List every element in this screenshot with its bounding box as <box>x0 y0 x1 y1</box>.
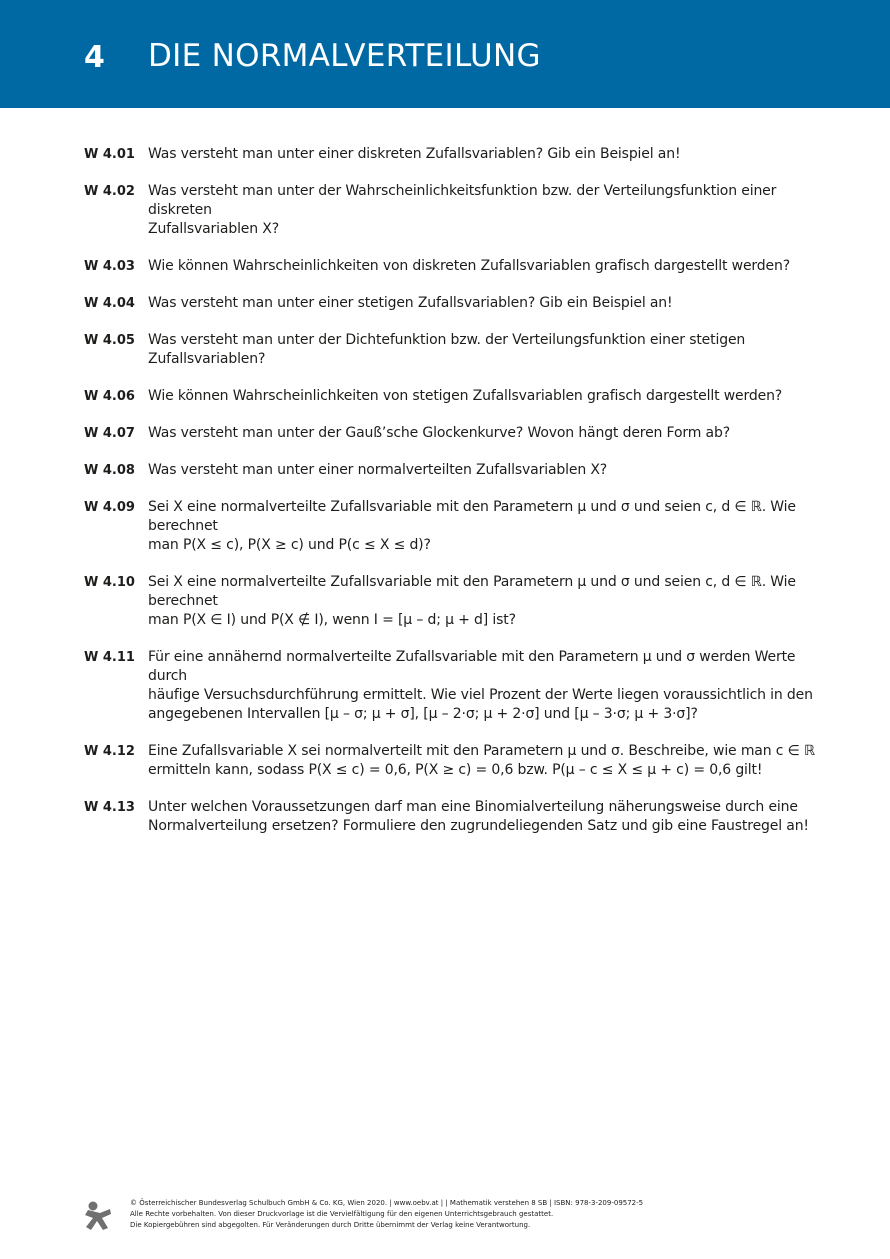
question-item <box>84 145 824 164</box>
question-item <box>84 648 824 724</box>
footer-line-3: Die Kopiergebühren sind abgegolten. Für Veränderungen durch Dritte übernimmt der Verlag keine Verantwortung. <box>130 1221 531 1229</box>
publisher-logo-icon <box>84 1201 112 1231</box>
question-number: W 4.02 <box>84 184 135 199</box>
question-number: W 4.06 <box>84 389 135 404</box>
question-text: Was versteht man unter der Gauß’sche Glockenkurve? Wovon hängt deren Form ab? <box>148 425 730 441</box>
question-text: Was versteht man unter der Wahrscheinlichkeitsfunktion bzw. der Verteilungsfunktion einer diskreten Zufallsvariablen X? <box>148 183 777 237</box>
copyright-notice <box>130 1198 810 1231</box>
question-item <box>84 257 824 276</box>
chapter-title: DIE NORMALVERTEILUNG <box>148 38 541 74</box>
question-item <box>84 387 824 406</box>
question-number: W 4.01 <box>84 147 135 162</box>
question-text: Für eine annähernd normalverteilte Zufallsvariable mit den Parametern μ und σ werden Werte durch häufige Versuchsdurchführung ermittelt. Wie viel Prozent der Werte liegen voraussichtlich in den angegebenen Intervallen [μ – σ; μ + σ], [μ – 2·σ; μ + 2·σ] und [μ – 3·σ; μ + 3·σ]? <box>148 649 813 722</box>
chapter-header <box>0 0 890 108</box>
question-text: Sei X eine normalverteilte Zufallsvariable mit den Parametern μ und σ und seien c, d ∈ ℝ. Wie berechnet man P(X ∈ I) und P(X ∉ I), wenn I = [μ – d; μ + d] ist? <box>148 574 796 628</box>
question-number: W 4.11 <box>84 650 135 665</box>
question-number: W 4.05 <box>84 333 135 348</box>
footer-line-1: © Österreichischer Bundesverlag Schulbuch GmbH & Co. KG, Wien 2020. | www.oebv.at | | Mathematik verstehen 8 SB | ISBN: 978-3-209-09572-5 <box>130 1199 644 1207</box>
question-item <box>84 331 824 369</box>
question-item <box>84 461 824 480</box>
question-item <box>84 742 824 780</box>
question-text: Was versteht man unter einer normalverteilten Zufallsvariablen X? <box>148 462 608 478</box>
question-item <box>84 182 824 239</box>
question-number: W 4.12 <box>84 744 135 759</box>
question-number: W 4.09 <box>84 500 135 515</box>
question-text: Unter welchen Voraussetzungen darf man eine Binomialverteilung näherungsweise durch eine Normalverteilung ersetzen? Formuliere den zugrundeliegenden Satz und gib eine Faustregel an! <box>148 799 809 834</box>
question-text: Was versteht man unter der Dichtefunktion bzw. der Verteilungsfunktion einer stetigen Zufallsvariablen? <box>148 332 746 367</box>
question-text: Eine Zufallsvariable X sei normalverteilt mit den Parametern μ und σ. Beschreibe, wie man c ∈ ℝ ermitteln kann, sodass P(X ≤ c) = 0,6, P(X ≥ c) = 0,6 bzw. P(μ – c ≤ X ≤ μ + c) = 0,6 gilt! <box>148 743 815 778</box>
question-text: Wie können Wahrscheinlichkeiten von diskreten Zufallsvariablen grafisch dargestellt werden? <box>148 258 790 274</box>
question-text: Was versteht man unter einer diskreten Zufallsvariablen? Gib ein Beispiel an! <box>148 146 681 162</box>
question-number: W 4.03 <box>84 259 135 274</box>
question-item <box>84 294 824 313</box>
footer-line-2: Alle Rechte vorbehalten. Von dieser Druckvorlage ist die Vervielfältigung für den eigenen Unterrichtsgebrauch gestattet. <box>130 1210 554 1218</box>
chapter-number: 4 <box>84 40 105 75</box>
question-text: Was versteht man unter einer stetigen Zufallsvariablen? Gib ein Beispiel an! <box>148 295 673 311</box>
question-item <box>84 573 824 630</box>
question-item <box>84 424 824 443</box>
question-number: W 4.08 <box>84 463 135 478</box>
question-text: Wie können Wahrscheinlichkeiten von stetigen Zufallsvariablen grafisch dargestellt werden? <box>148 388 783 404</box>
question-number: W 4.13 <box>84 800 135 815</box>
page-footer <box>84 1198 804 1238</box>
question-item <box>84 498 824 555</box>
question-item <box>84 798 824 836</box>
question-text: Sei X eine normalverteilte Zufallsvariable mit den Parametern μ und σ und seien c, d ∈ ℝ. Wie berechnet man P(X ≤ c), P(X ≥ c) und P(c ≤ X ≤ d)? <box>148 499 796 553</box>
question-number: W 4.10 <box>84 575 135 590</box>
question-number: W 4.04 <box>84 296 135 311</box>
question-list <box>84 145 824 854</box>
question-number: W 4.07 <box>84 426 135 441</box>
